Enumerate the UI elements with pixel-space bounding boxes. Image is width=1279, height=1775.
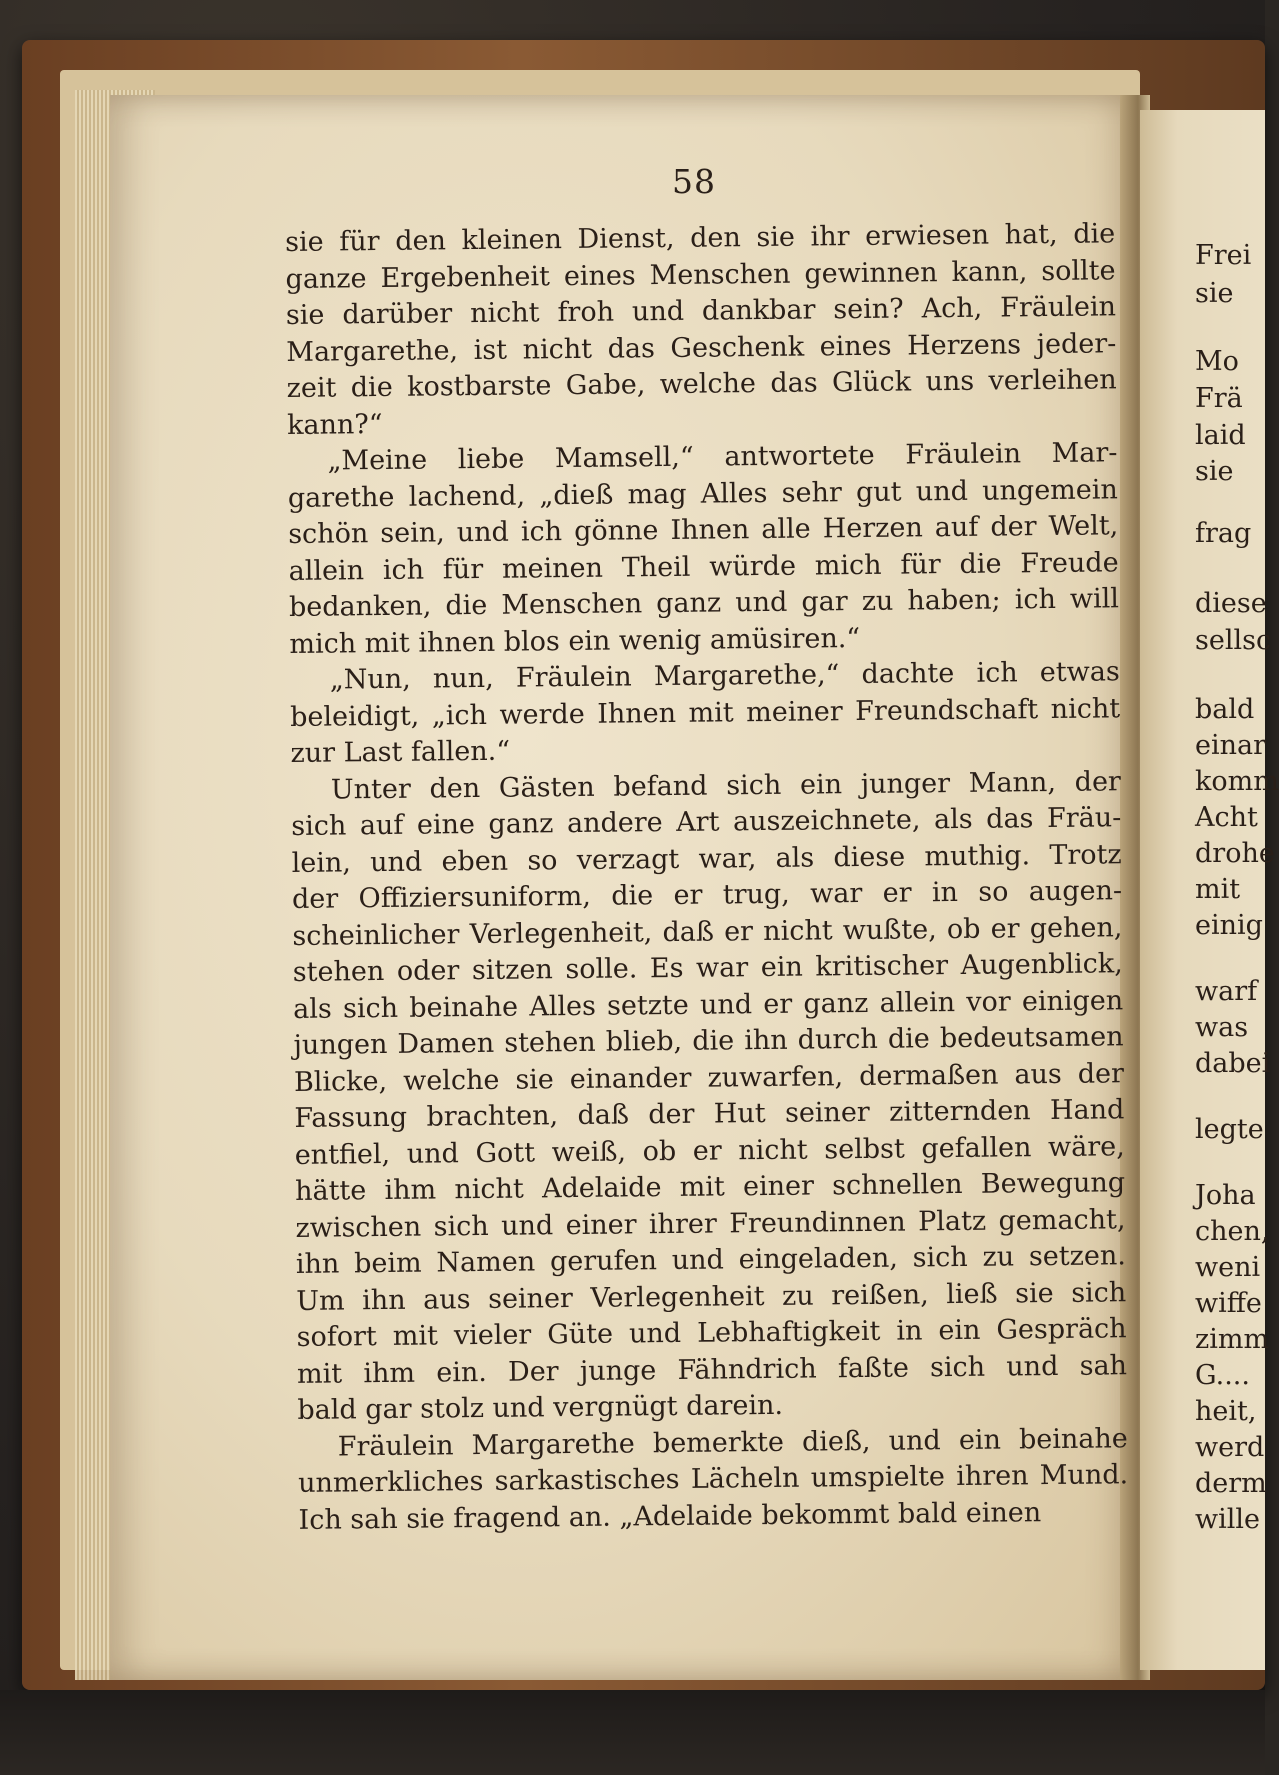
text-line: „Nun, nun, Fräulein Margarethe,“ dachte ich etwas xyxy=(329,656,1120,696)
right-page-fragment: legte xyxy=(1195,1114,1264,1145)
right-page-fragment: sellsc xyxy=(1195,625,1272,656)
text-line: beleidigt, „ich werde Ihnen mit meiner Freundschaft nicht xyxy=(289,692,1121,733)
text-line: „Meine liebe Mamsell,“ antwortete Fräulein Mar- xyxy=(327,437,1118,477)
right-page-fragment: mit xyxy=(1195,874,1241,905)
text-line: kann?“ xyxy=(286,408,383,441)
page-number: 58 xyxy=(672,162,716,201)
text-line: sie darüber nicht froh und dankbar sein? Ach, Fräulein xyxy=(285,291,1117,331)
text-line: entfiel, und Gott weiß, ob er nicht selbst gefallen wäre, xyxy=(294,1130,1125,1171)
text-line: bedanken, die Menschen ganz und gar zu haben; ich will xyxy=(288,583,1120,623)
right-page-fragment: weni xyxy=(1195,1252,1261,1283)
right-page-fragment: G.... xyxy=(1195,1360,1250,1391)
text-line: Fassung brachten, daß der Hut seiner zitternden Hand xyxy=(294,1094,1125,1134)
text-line: zeit die kostbarste Gabe, welche das Glück uns verleihen xyxy=(286,364,1117,404)
right-page-fragment: Mo xyxy=(1195,346,1239,377)
text-line: ganze Ergebenheit eines Menschen gewinnen kann, sollte xyxy=(285,254,1116,295)
right-page-fragment: einar xyxy=(1195,730,1267,761)
text-line: Fräulein Margarethe bemerkte dieß, und ein beinahe xyxy=(337,1422,1128,1463)
right-page-fragment: drohe xyxy=(1195,838,1275,869)
right-page-fragment: Acht xyxy=(1195,802,1258,833)
right-page-fragment: was xyxy=(1195,1012,1249,1043)
text-line: Um ihn aus seiner Verlegenheit zu reißen, ließ sie sich xyxy=(296,1276,1127,1317)
text-line: mich mit ihnen blos ein wenig amüsiren.“ xyxy=(289,622,861,660)
text-line: Ich sah sie fragend an. „Adelaide bekommt bald einen xyxy=(298,1496,1042,1536)
text-line: schön sein, und ich gönne Ihnen alle Herzen auf der Welt, xyxy=(288,510,1119,550)
text-line: hätte ihm nicht Adelaide mit einer schnellen Bewegung xyxy=(294,1167,1126,1207)
right-page-fragment: dabei xyxy=(1195,1048,1271,1079)
right-page-fragment: sie xyxy=(1195,456,1234,487)
right-page-fragment: Joha xyxy=(1195,1180,1256,1211)
text-line: scheinlicher Verlegenheit, daß er nicht wußte, ob er gehen, xyxy=(292,911,1123,952)
right-page-fragment: Frei xyxy=(1195,240,1252,271)
text-line: garethe lachend, „dieß mag Alles sehr gut und ungemein xyxy=(287,473,1118,514)
text-line: zwischen sich und einer ihrer Freundinnen Platz gemacht, xyxy=(295,1203,1126,1244)
body-text xyxy=(285,216,1129,1539)
text-line: zur Last fallen.“ xyxy=(290,735,511,769)
text-line: mit ihm ein. Der junge Fähndrich faßte sich und sah xyxy=(296,1349,1128,1390)
right-page-fragment: werd xyxy=(1195,1432,1265,1463)
right-page-fragment: chen, xyxy=(1195,1216,1270,1247)
text-line: lein, und eben so verzagt war, als diese muthig. Trotz xyxy=(291,838,1122,879)
right-page-fragment: wille xyxy=(1195,1504,1260,1535)
text-line: allein ich für meinen Theil würde mich für die Freude xyxy=(288,546,1119,587)
text-line: sie für den kleinen Dienst, den sie ihr erwiesen hat, die xyxy=(285,218,1116,258)
text-line: stehen oder sitzen solle. Es war ein kritischer Augenblick, xyxy=(292,948,1123,988)
text-line: Margarethe, ist nicht das Geschenk eines Herzens jeder- xyxy=(286,327,1117,368)
text-line: Unter den Gästen befand sich ein junger Mann, der xyxy=(330,765,1122,806)
right-page-fragment: derm xyxy=(1195,1468,1267,1499)
text-line: als sich beinahe Alles setzte und er ganz allein vor einigen xyxy=(293,984,1124,1025)
right-page-fragment: frag xyxy=(1195,518,1252,549)
text-line: ihn beim Namen gerufen und eingeladen, sich zu setzen. xyxy=(295,1240,1127,1280)
text-line: bald gar stolz und vergnügt darein. xyxy=(297,1389,784,1426)
text-line: Blicke, welche sie einander zuwarfen, dermaßen aus der xyxy=(293,1057,1125,1098)
right-page-fragment: einig xyxy=(1195,910,1263,941)
table-surface xyxy=(0,1690,1265,1775)
text-line: der Offiziersuniform, die er trug, war er in so augen- xyxy=(291,875,1123,915)
right-page-fragment: zimm xyxy=(1195,1324,1270,1355)
right-page-fragment: warf xyxy=(1195,976,1258,1007)
text-line: jungen Damen stehen blieb, die ihn durch die bedeutsamen xyxy=(293,1021,1124,1061)
text-line: sofort mit vieler Güte und Lebhaftigkeit in ein Gespräch xyxy=(296,1313,1127,1353)
right-page-fragment: Frä xyxy=(1195,383,1243,414)
right-page-fragment: laid xyxy=(1195,420,1246,451)
right-page-fragment: heit, xyxy=(1195,1396,1257,1427)
right-page-fragment: diese xyxy=(1195,588,1267,619)
right-page-fragment: bald xyxy=(1195,694,1255,725)
text-line: unmerkliches sarkastisches Lächeln umspielte ihren Mund. xyxy=(298,1459,1129,1499)
right-page-fragment: komm xyxy=(1195,766,1279,797)
right-page-fragment: sie xyxy=(1195,278,1234,309)
right-page-fragment: wiffe xyxy=(1195,1288,1262,1319)
text-line: sich auf eine ganz andere Art auszeichnete, als das Fräu- xyxy=(291,802,1122,842)
